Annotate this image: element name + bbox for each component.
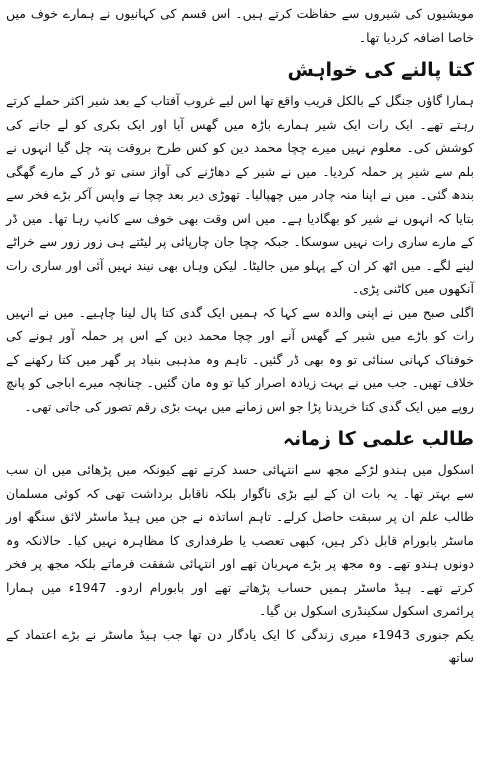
paragraph-lion-attack: ہمارا گاؤں جنگل کے بالکل قریب واقع تھا اس لیے غروب آفتاب کے بعد شیر اکثر حملے کرتے رہتے تھے۔ ایک رات ایک شیر ہمارے باڑہ میں گھس آیا اور ایک بکری کو لے جانے کی کوشش کی۔ معلوم نہیں میرے چچا محمد دین کو کس طرح بروقت پتہ چل گیا انہوں نے بلم سے شیر پر حملہ کردیا۔ میں نے شیر کے دھاڑنے کی آواز سنی تو ڈر کے مارے گھگی بندھ گئی۔ میں نے اپنا منہ چادر میں چھپالیا۔ تھوڑی دیر بعد چچا نے واپس آکر بڑے فخر سے بتایا کہ انہوں نے شیر کو بھگادیا ہے۔ میں اس وقت بھی خوف سے کانپ رہا تھا۔ میں ڈر کے مارے ساری رات نہیں سوسکا۔ جبکہ چچا جان چارپائی پر لیٹتے ہی زور زور سے خراٹے لینے لگے۔ میں اٹھ کر ان کے پہلو میں جالیٹا۔ لیکن وہاں بھی نیند نہیں آئی اور ساری رات آنکھوں میں کاٹنی پڑی۔ (6, 93, 474, 296)
document-page (6, 0, 474, 670)
paragraph-school-rivalry: اسکول میں ہندو لڑکے مجھ سے انتہائی حسد کرتے تھے کیونکہ میں پڑھائی میں ان سب سے بہتر تھا۔ یہ بات ان کے لیے بڑی ناگوار بلکہ ناقابل برداشت تھی کہ کوئی مسلمان طالب علم ان پر سبقت حاصل کرلے۔ تاہم اساتذہ نے جن میں ہیڈ ماسٹر لائق سنگھ اور ماسٹر بابورام قابل ذکر ہیں، کبھی تعصب یا طرفداری کا مظاہرہ نہیں کیا۔ حالانکہ وہ دونوں ہندو تھے۔ وہ مجھ پر بڑے مہربان تھے اور انتہائی شفقت فرماتے بلکہ مجھ پر فخر کرتے تھے۔ ہیڈ ماسٹر ہمیں حساب پڑھاتے تھے اور بابورام اردو۔ 1947ء میں ہمارا پرائمری اسکول سکینڈری اسکول بن گیا۔ (6, 462, 474, 618)
section-heading-dog-wish (6, 55, 474, 85)
section-heading-student-days-text: طالب علمی کا زمانہ (282, 428, 474, 450)
section-heading-student-days (6, 424, 474, 454)
paragraph-buying-dog: اگلی صبح میں نے اپنی والدہ سے کہا کہ ہمیں ایک گدی کتا پال لینا چاہیے۔ میں نے انہیں رات کو باڑے میں شیر کے گھس آنے اور چچا محمد دین کے اس پر حملہ آور ہونے کی خوفناک کہانی سنائی تو وہ بھی ڈر گئیں۔ تاہم وہ مذہبی بنیاد پر گھر میں کتا رکھنے کے خلاف تھیں۔ جب میں نے بہت زیادہ اصرار کیا تو وہ مان گئیں۔ چنانچہ میرے اباجی کو پانچ روپے میں ایک گدی کتا خریدنا پڑا جو اس زمانے میں بہت بڑی رقم تصور کی جاتی تھی۔ (6, 304, 474, 414)
section-heading-dog-wish-text: کتا پالنے کی خواہش (287, 59, 474, 81)
paragraph-january-1943: یکم جنوری 1943ء میری زندگی کا ایک یادگار دن تھا جب ہیڈ ماسٹر نے بڑے اعتماد کے ساتھ (6, 626, 474, 665)
paragraph-cattle-protection: مویشیوں کی شیروں سے حفاظت کرتے ہیں۔ اس قسم کی کہانیوں نے ہمارے خوف میں خاصا اضافہ کردیا تھا۔ (6, 6, 474, 45)
